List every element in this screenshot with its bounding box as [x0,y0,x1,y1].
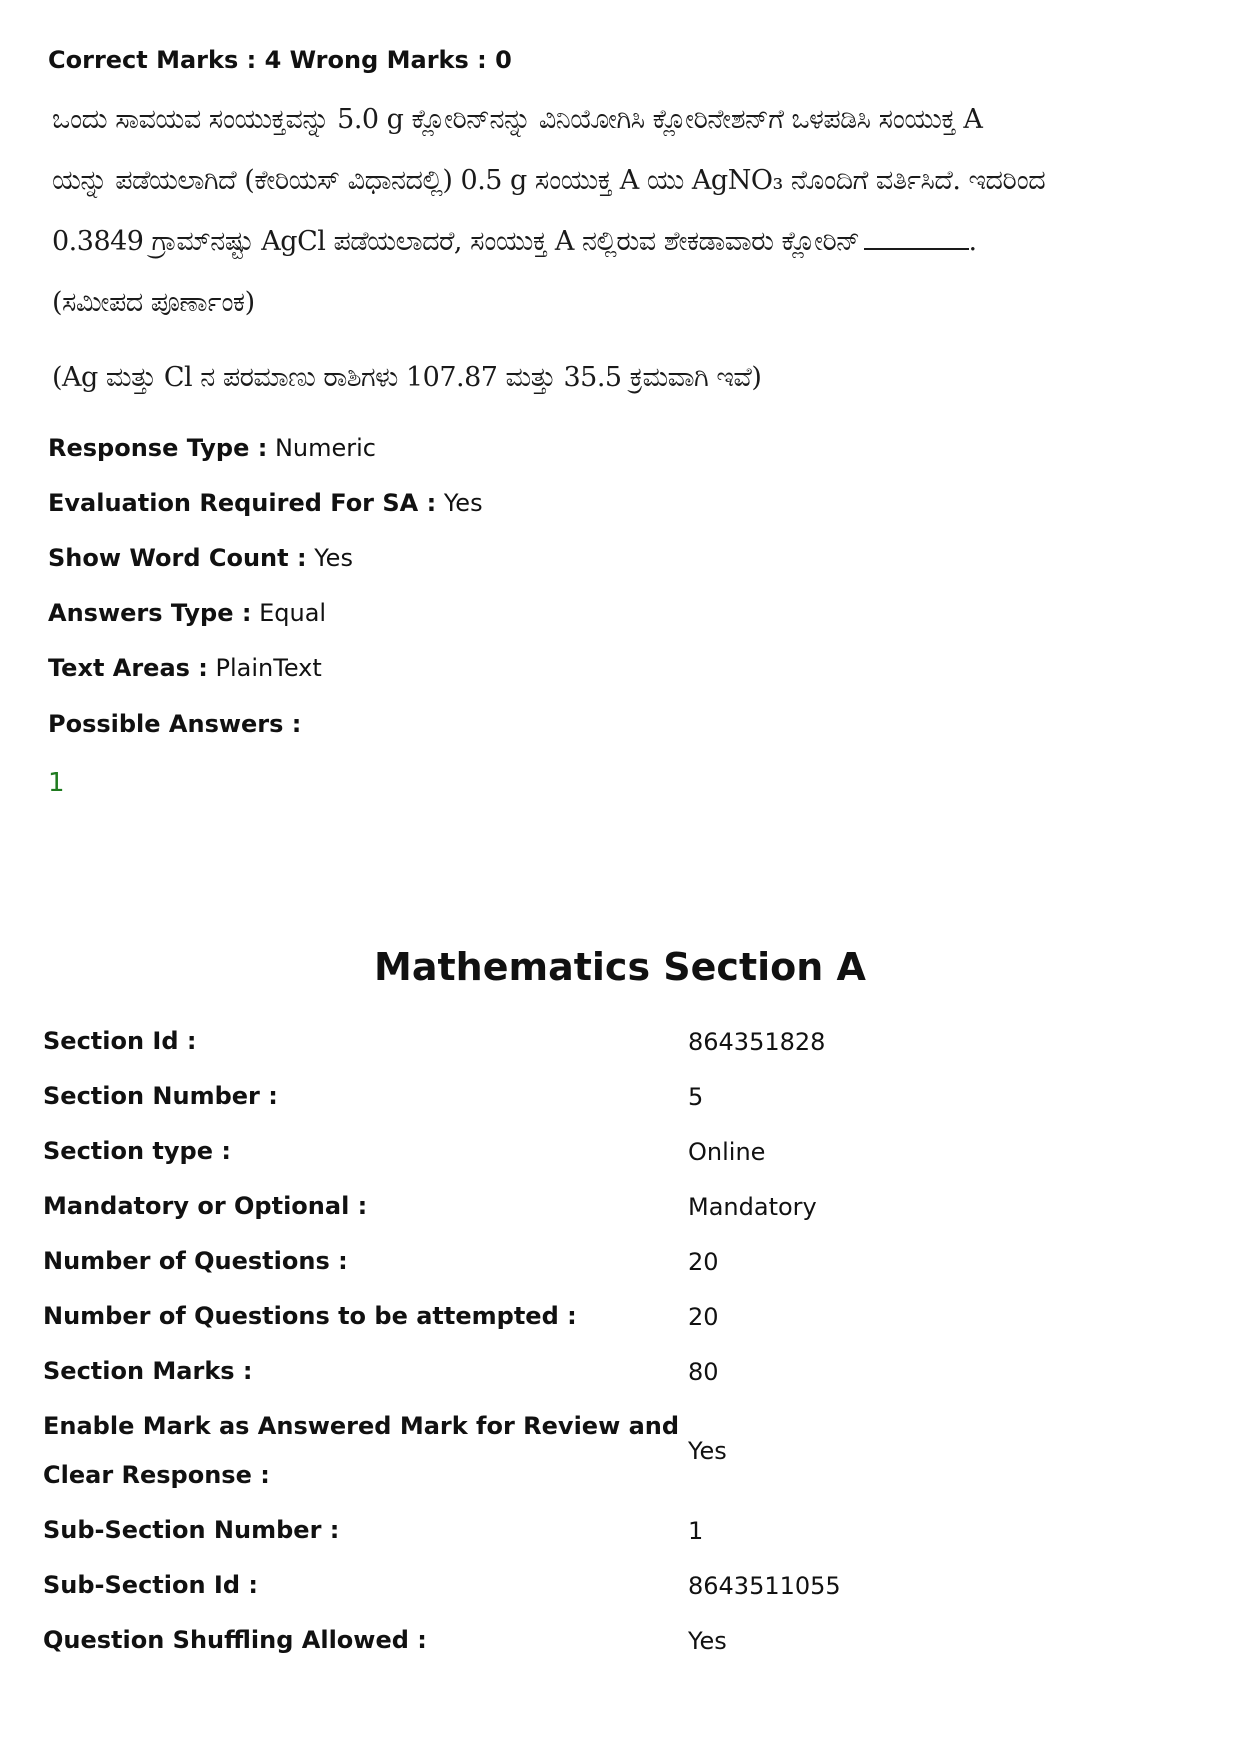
section-info-label: Section type : [43,1137,231,1165]
evaluation-required-row [48,489,483,517]
answer-blank [864,228,969,250]
question-line-end: . [968,226,977,257]
question-line [52,218,977,279]
evaluation-required-value: Yes [443,489,483,517]
section-info-row [43,1179,1143,1234]
answers-type-row [48,599,326,627]
question-note: (Ag ಮತ್ತು Cl ನ ಪರಮಾಣು ರಾಶಿಗಳು 107.87 ಮತ್ತು 35.5 ಕ್ರಮವಾಗಿ ಇವೆ) [52,362,762,393]
section-info-label: Sub-Section Number : [43,1516,340,1544]
answers-type-label: Answers Type : [48,599,252,627]
question-line: ಒಂದು ಸಾವಯವ ಸಂಯುಕ್ತವನ್ನು 5.0 g ಕ್ಲೋರಿನ್‌ನನ್ನು ವಿನಿಯೋಗಿಸಿ ಕ್ಲೋರಿನೇಶನ್‌ಗೆ ಒಳಪಡಿಸಿ ಸಂಯುಕ್ತ A [52,104,983,135]
section-info-value: 1 [688,1516,704,1545]
section-info-value: Yes [688,1626,727,1655]
section-info-value: 864351828 [688,1027,826,1056]
answers-type-value: Equal [259,599,327,627]
section-info-label: Number of Questions : [43,1247,348,1275]
section-info-row [43,1124,1143,1179]
question-line: (ಸಮೀಪದ ಪೂರ್ಣಾಂಕ) [52,287,255,318]
section-info-value: Online [688,1137,766,1166]
text-areas-label: Text Areas : [48,654,208,682]
section-info-row [43,1399,1143,1503]
section-info-table [43,1014,1143,1668]
question-text [52,96,1046,415]
section-info-value: 8643511055 [688,1571,841,1600]
text-areas-value: PlainText [215,654,322,682]
possible-answers-row [48,710,301,738]
section-info-label: Section Id : [43,1027,197,1055]
section-title: Mathematics Section A [374,945,866,989]
possible-answer-value: 1 [48,768,65,798]
section-info-value: 20 [688,1247,719,1276]
section-info-row [43,1289,1143,1344]
section-info-label: Section Number : [43,1082,278,1110]
response-type-row [48,434,376,462]
section-info-row [43,1344,1143,1399]
show-word-count-row [48,544,353,572]
section-info-label: Number of Questions to be attempted : [43,1302,577,1330]
section-info-label: Section Marks : [43,1357,253,1385]
section-info-row [43,1069,1143,1124]
section-info-value: 5 [688,1082,704,1111]
response-type-label: Response Type : [48,434,268,462]
section-info-label: Sub-Section Id : [43,1571,258,1599]
section-info-value: Yes [688,1437,727,1465]
section-info-row [43,1558,1143,1613]
section-info-row [43,1014,1143,1069]
question-line-text: 0.3849 ಗ್ರಾಮ್‌ನಷ್ಟು AgCl ಪಡೆಯಲಾದರೆ, ಸಂಯುಕ್ತ A ನಲ್ಲಿರುವ ಶೇಕಡಾವಾರು ಕ್ಲೋರಿನ್ [52,226,860,257]
section-info-label: Mandatory or Optional : [43,1192,368,1220]
show-word-count-label: Show Word Count : [48,544,307,572]
section-info-value: 20 [688,1302,719,1331]
response-type-value: Numeric [274,434,376,462]
marks-line: Correct Marks : 4 Wrong Marks : 0 [48,46,512,74]
section-info-label: Enable Mark as Answered Mark for Review and Clear Response : [43,1412,680,1489]
section-info-row [43,1613,1143,1668]
show-word-count-value: Yes [314,544,353,572]
section-info-row [43,1503,1143,1558]
evaluation-required-label: Evaluation Required For SA : [48,489,437,517]
text-areas-row [48,654,322,682]
section-info-label: Question Shuffling Allowed : [43,1626,427,1654]
possible-answers-label: Possible Answers : [48,710,302,738]
section-info-row [43,1234,1143,1289]
section-info-value: Mandatory [688,1192,817,1221]
section-info-value: 80 [688,1357,719,1386]
question-line: ಯನ್ನು ಪಡೆಯಲಾಗಿದೆ (ಕೇರಿಯಸ್ ವಿಧಾನದಲ್ಲಿ) 0.5 g ಸಂಯುಕ್ತ A ಯು AgNO₃ ನೊಂದಿಗೆ ವರ್ತಿಸಿದೆ. ಇದರಿಂದ [52,165,1046,196]
